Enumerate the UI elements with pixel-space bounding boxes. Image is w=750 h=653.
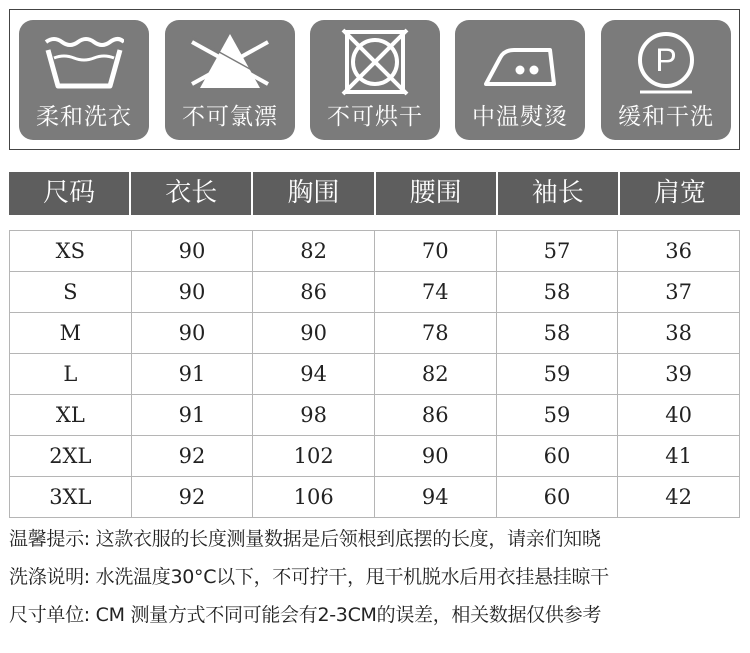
cell-length: 90 [131, 272, 253, 313]
cell-size: XL [10, 395, 132, 436]
cell-length: 90 [131, 313, 253, 354]
dry-clean-icon [626, 28, 706, 98]
cell-chest: 106 [253, 477, 375, 518]
size-table [9, 230, 740, 518]
cell-shoulder: 40 [618, 395, 740, 436]
cell-shoulder: 39 [618, 354, 740, 395]
cell-waist: 90 [374, 436, 496, 477]
cell-size: L [10, 354, 132, 395]
care-item-no-tumble-dry [310, 20, 440, 140]
cell-sleeve: 58 [496, 272, 618, 313]
cell-length: 92 [131, 436, 253, 477]
cell-chest: 82 [253, 231, 375, 272]
cell-length: 92 [131, 477, 253, 518]
care-item-no-bleach [165, 20, 295, 140]
cell-chest: 86 [253, 272, 375, 313]
care-label: 柔和洗衣 [36, 104, 132, 130]
header-chest: 胸围 [253, 172, 375, 215]
care-item-hand-wash [19, 20, 149, 140]
svg-text:P: P [655, 42, 677, 78]
care-instructions-panel [9, 9, 740, 150]
cell-sleeve: 58 [496, 313, 618, 354]
cell-sleeve: 59 [496, 354, 618, 395]
cell-chest: 102 [253, 436, 375, 477]
cell-sleeve: 60 [496, 436, 618, 477]
cell-sleeve: 59 [496, 395, 618, 436]
header-size: 尺码 [9, 172, 131, 215]
cell-waist: 94 [374, 477, 496, 518]
cell-waist: 74 [374, 272, 496, 313]
cell-shoulder: 38 [618, 313, 740, 354]
cell-shoulder: 36 [618, 231, 740, 272]
care-label: 不可烘干 [327, 104, 423, 130]
cell-waist: 82 [374, 354, 496, 395]
cell-waist: 86 [374, 395, 496, 436]
table-row [10, 477, 740, 518]
no-tumble-dry-icon [335, 28, 415, 98]
care-label: 中温熨烫 [472, 104, 568, 130]
hand-wash-icon [44, 28, 124, 98]
care-label: 不可氯漂 [182, 104, 278, 130]
cell-length: 91 [131, 395, 253, 436]
table-row [10, 272, 740, 313]
note-washing: 洗涤说明: 水洗温度30°C以下，不可拧干，甩干机脱水后用衣挂悬挂晾干 [9, 566, 609, 588]
table-row [10, 395, 740, 436]
no-bleach-icon [190, 28, 270, 98]
notes-section [9, 520, 744, 634]
care-item-dry-clean [601, 20, 731, 140]
cell-shoulder: 37 [618, 272, 740, 313]
cell-chest: 98 [253, 395, 375, 436]
cell-size: 2XL [10, 436, 132, 477]
care-item-iron-medium [455, 20, 585, 140]
cell-length: 90 [131, 231, 253, 272]
cell-shoulder: 41 [618, 436, 740, 477]
cell-size: XS [10, 231, 132, 272]
note-reminder: 温馨提示: 这款衣服的长度测量数据是后领根到底摆的长度，请亲们知晓 [9, 528, 601, 550]
table-row [10, 231, 740, 272]
table-row [10, 313, 740, 354]
header-sleeve: 袖长 [498, 172, 620, 215]
header-shoulder: 肩宽 [653, 178, 706, 208]
cell-waist: 78 [374, 313, 496, 354]
size-table-header [9, 172, 740, 215]
header-waist: 腰围 [376, 172, 498, 215]
table-row [10, 354, 740, 395]
cell-shoulder: 42 [618, 477, 740, 518]
note-unit: 尺寸单位: CM 测量方式不同可能会有2-3CM的误差，相关数据仅供参考 [9, 604, 602, 626]
cell-sleeve: 57 [496, 231, 618, 272]
cell-size: S [10, 272, 132, 313]
cell-size: 3XL [10, 477, 132, 518]
table-row [10, 436, 740, 477]
cell-waist: 70 [374, 231, 496, 272]
cell-length: 91 [131, 354, 253, 395]
care-label: 缓和干洗 [618, 104, 714, 130]
header-length: 衣长 [131, 172, 253, 215]
iron-medium-icon [480, 28, 560, 98]
cell-chest: 90 [253, 313, 375, 354]
cell-chest: 94 [253, 354, 375, 395]
cell-size: M [10, 313, 132, 354]
cell-sleeve: 60 [496, 477, 618, 518]
